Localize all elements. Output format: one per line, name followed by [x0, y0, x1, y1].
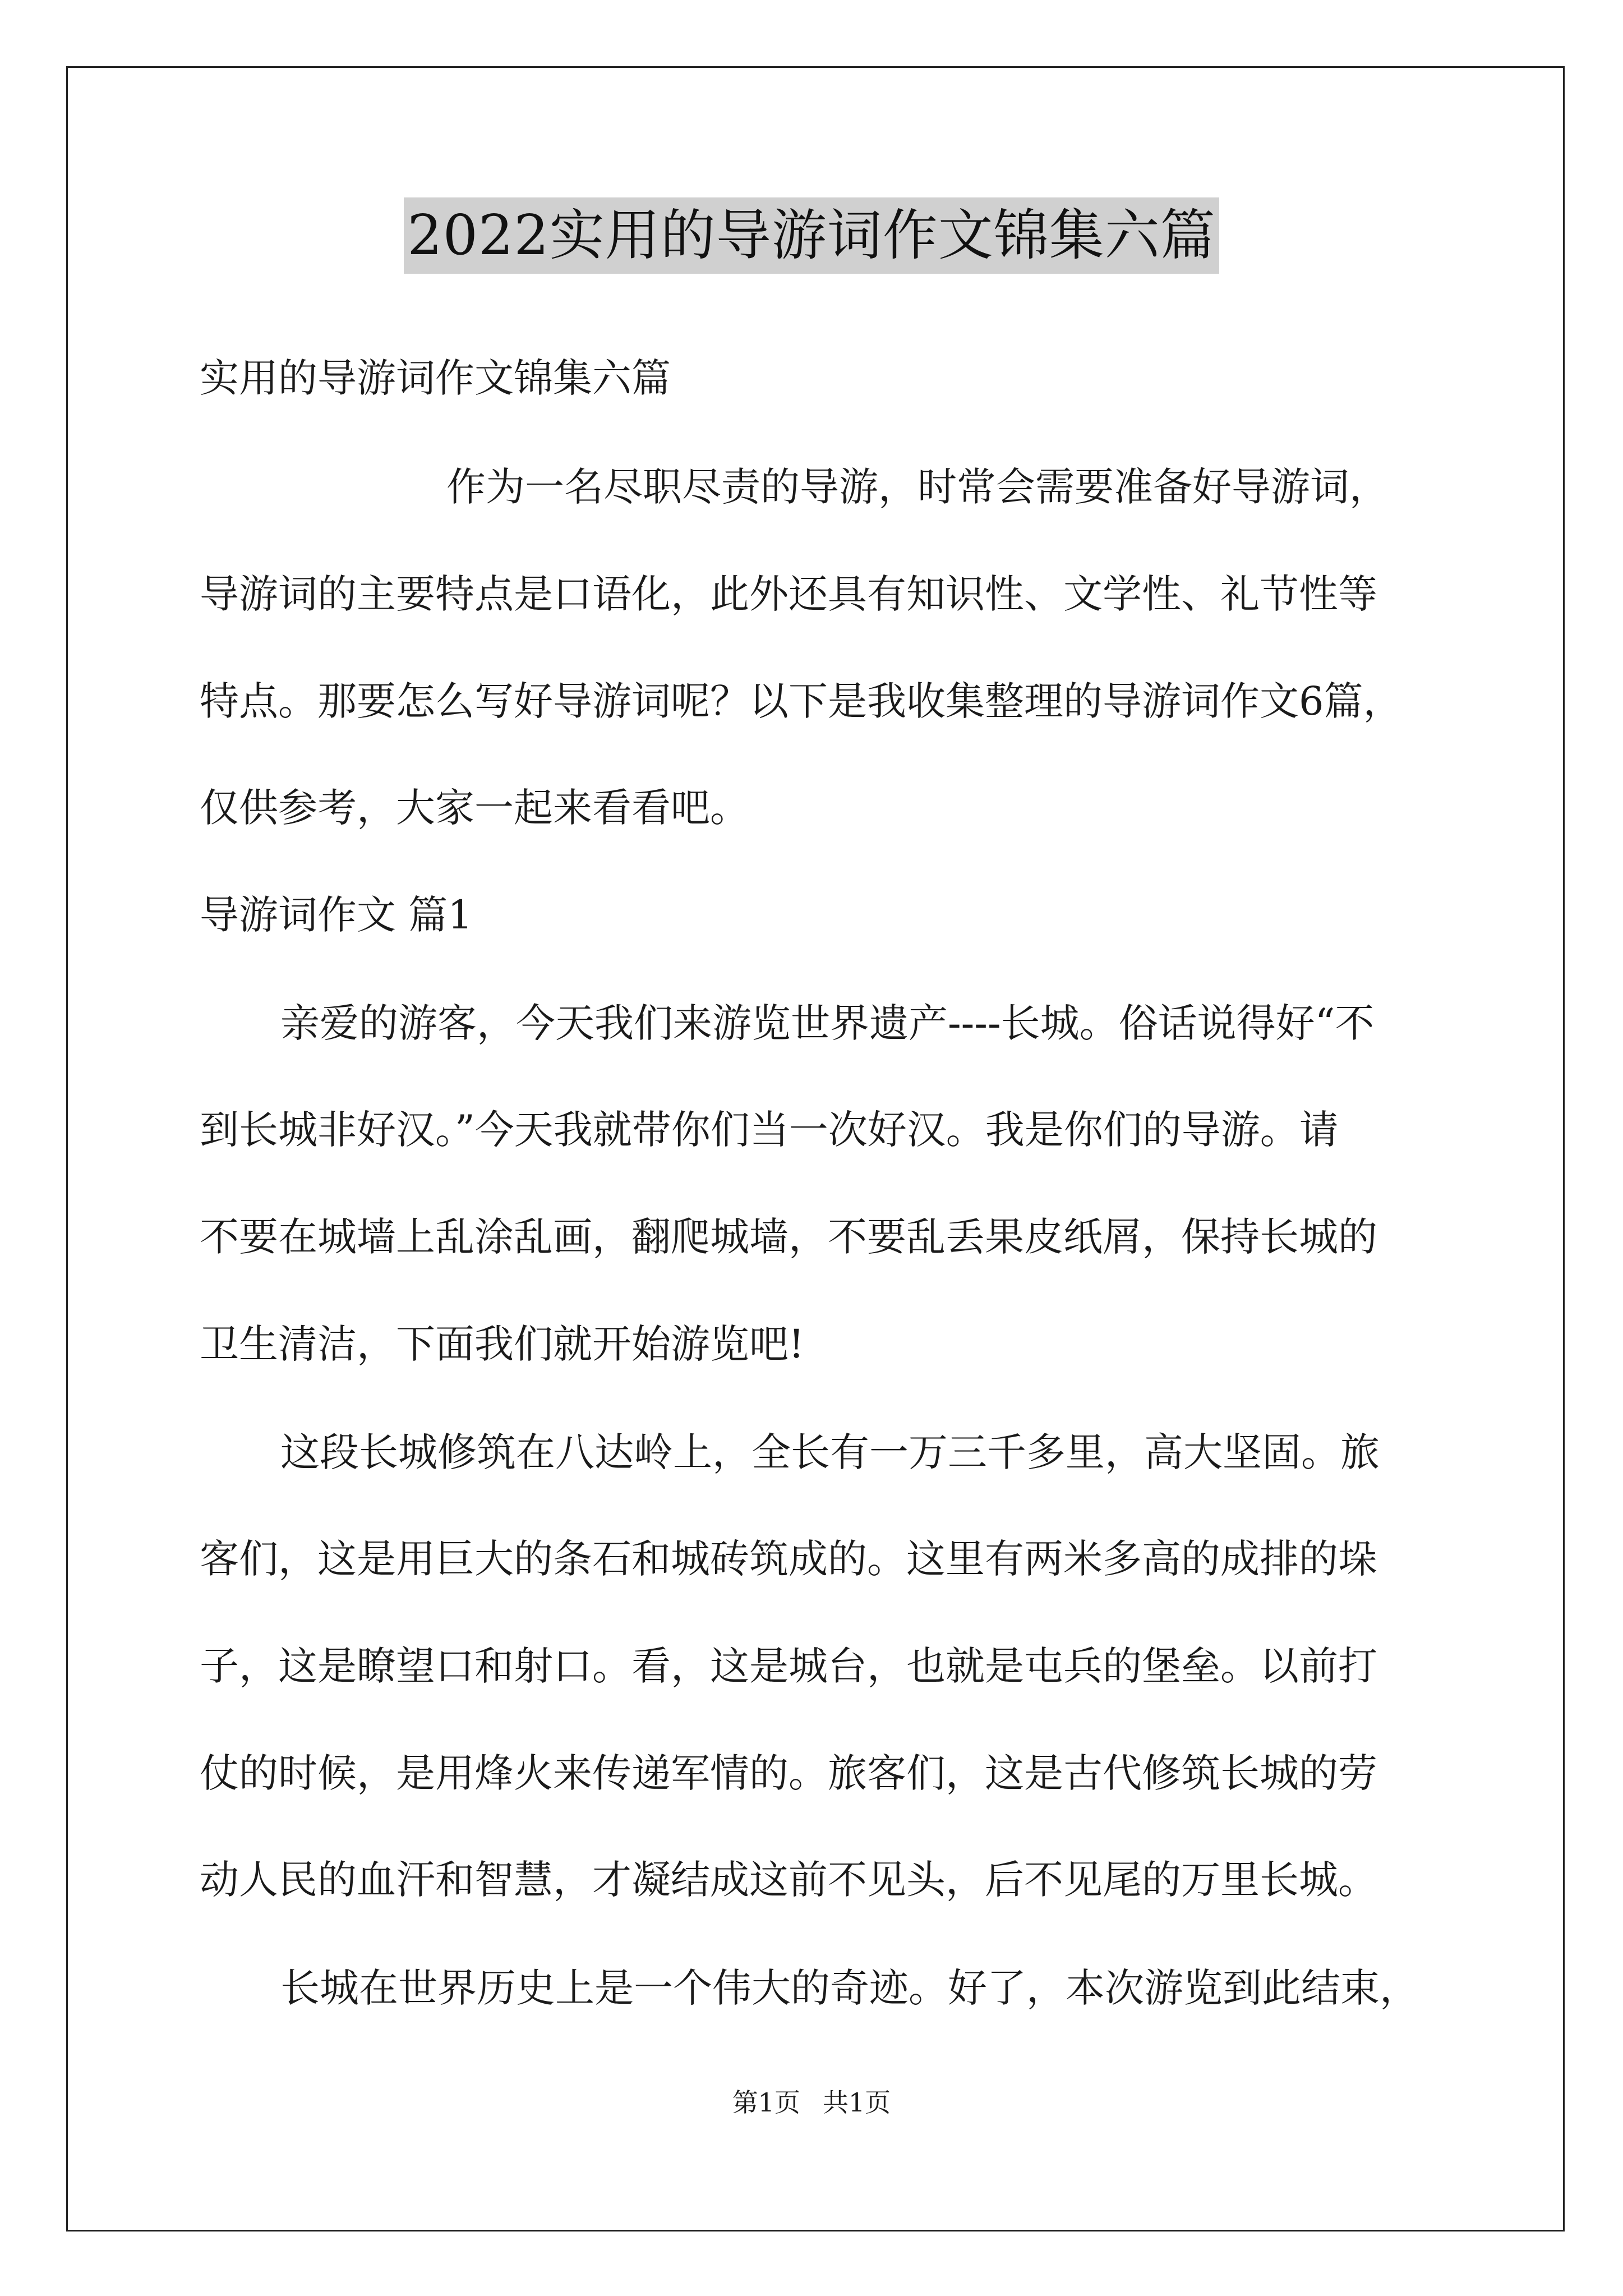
title-container	[0, 197, 1623, 274]
paragraph1-line-4: 卫生清洁，下面我们就开始游览吧!	[200, 1321, 805, 1367]
intro-line-2: 导游词的主要特点是口语化，此外还具有知识性、文学性、礼节性等	[200, 571, 1377, 617]
paragraph2-line-2: 客们，这是用巨大的条石和城砖筑成的。这里有两米多高的成排的垛	[200, 1536, 1377, 1582]
paragraph1-line-1: 亲爱的游客，今天我们来游览世界遗产----长城。俗话说得好“不	[280, 1000, 1375, 1046]
page-number: 第1页	[732, 2087, 800, 2118]
section-heading: 导游词作文 篇1	[200, 892, 473, 938]
paragraph2-line-4: 仗的时候，是用烽火来传递军情的。旅客们，这是古代修筑长城的劳	[200, 1750, 1377, 1796]
paragraph2-line-3: 子，这是瞭望口和射口。看，这是城台，也就是屯兵的堡垒。以前打	[200, 1643, 1377, 1689]
paragraph2-line-1: 这段长城修筑在八达岭上，全长有一万三千多里，高大坚固。旅	[280, 1429, 1380, 1475]
paragraph3-line-1: 长城在世界历史上是一个伟大的奇迹。好了，本次游览到此结束，	[280, 1965, 1419, 2011]
intro-line-4: 仅供参考，大家一起来看看吧。	[200, 785, 749, 831]
paragraph1-line-2: 到长城非好汉。”今天我就带你们当一次好汉。我是你们的导游。请	[200, 1107, 1339, 1153]
page-total: 共1页	[823, 2087, 891, 2118]
page-footer	[0, 2086, 1623, 2119]
document-title: 2022实用的导游词作文锦集六篇	[404, 197, 1219, 274]
intro-line-1: 作为一名尽职尽责的导游，时常会需要准备好导游词，	[446, 464, 1389, 510]
document-subtitle: 实用的导游词作文锦集六篇	[200, 355, 671, 401]
paragraph1-line-3: 不要在城墙上乱涂乱画，翻爬城墙，不要乱丢果皮纸屑，保持长城的	[200, 1214, 1377, 1260]
paragraph2-line-5: 动人民的血汗和智慧，才凝结成这前不见头，后不见尾的万里长城。	[200, 1857, 1377, 1903]
intro-line-3: 特点。那要怎么写好导游词呢？以下是我收集整理的导游词作文6篇，	[200, 678, 1403, 724]
